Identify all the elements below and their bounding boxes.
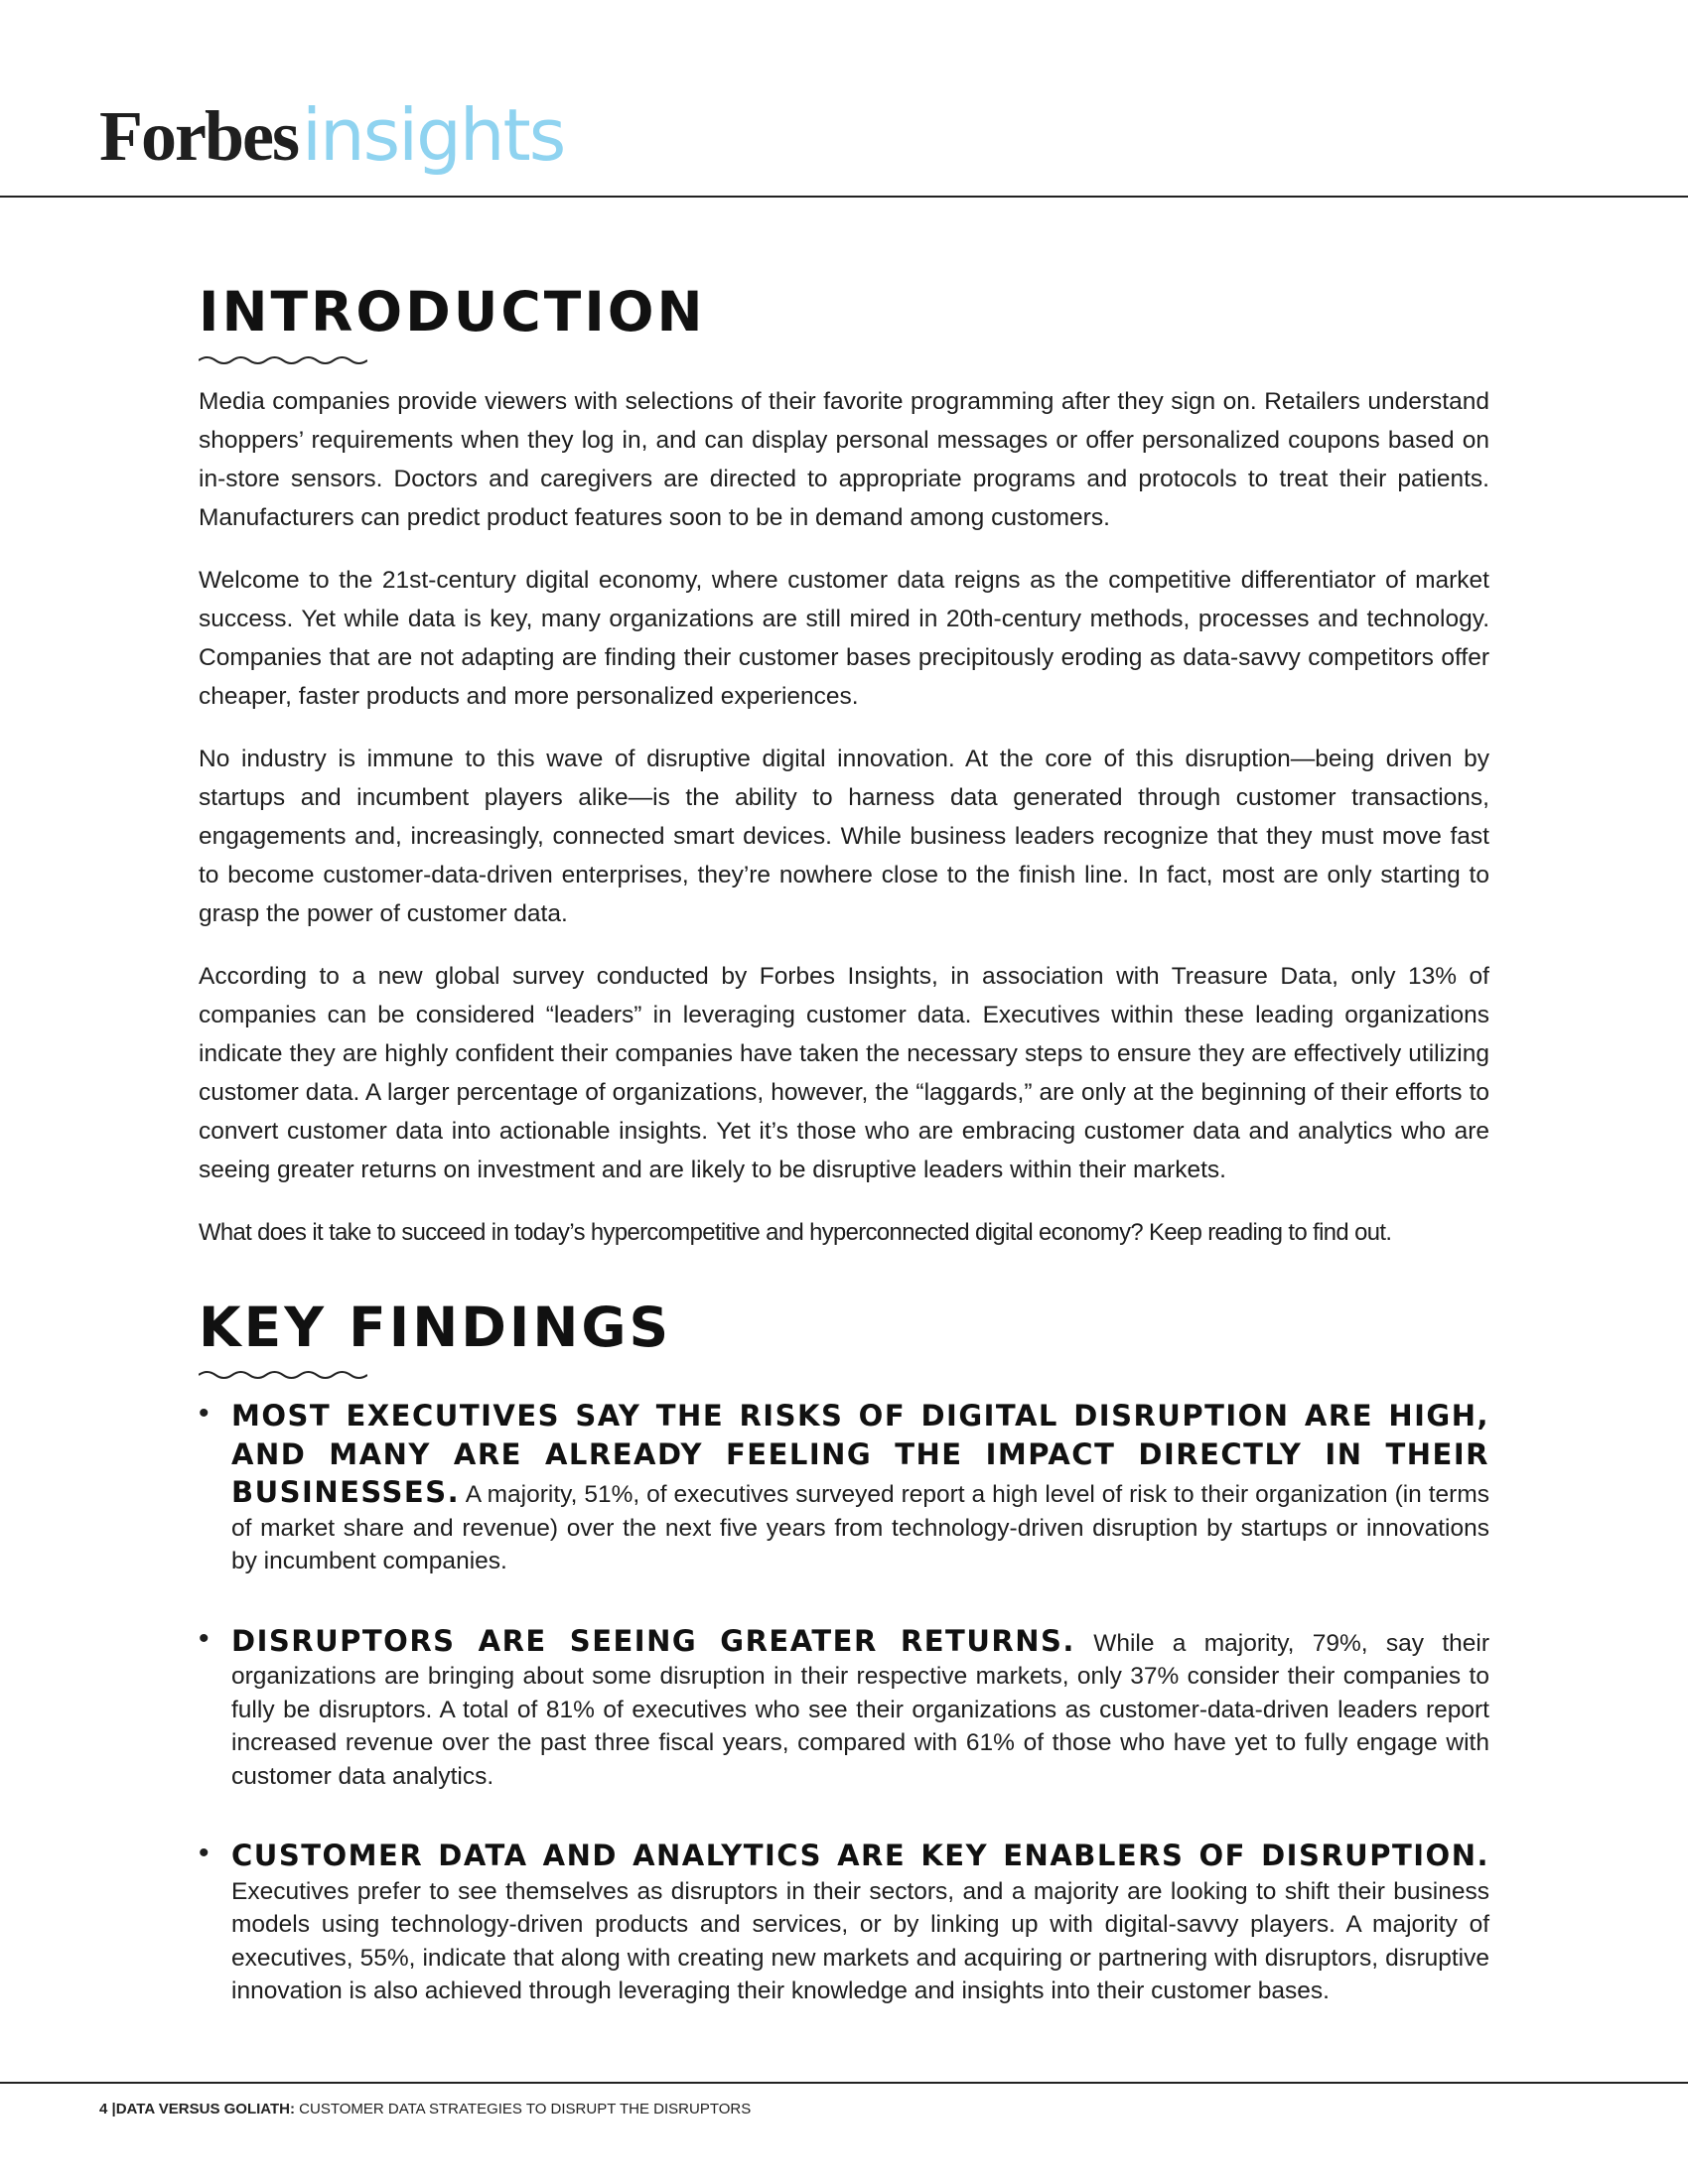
introduction-title: INTRODUCTION xyxy=(199,280,706,343)
footer-divider xyxy=(0,2082,1688,2084)
squiggle-divider-icon xyxy=(199,354,367,366)
page-footer xyxy=(99,2101,751,2117)
key-findings-list xyxy=(199,1397,1489,2008)
intro-paragraph: Welcome to the 21st-century digital economy, where customer data reigns as the competitive differentiator of market success. Yet while data is key, many organizations are still mired in 20th-century methods, processes and technology. Companies that are not adapting are finding their customer bases precipitously eroding as data-savvy competitors offer cheaper, faster products and more personalized experiences. xyxy=(199,566,1489,710)
bullet-icon: • xyxy=(199,1837,210,1869)
finding-lead: CUSTOMER DATA AND ANALYTICS ARE KEY ENABLERS OF DISRUPTION. xyxy=(231,1839,1489,1872)
finding-text: While a majority, 79%, say their organizations are bringing about some disruption in their respective markets, only 37% consider their companies to fully be disruptors. A total of 81% of executives who see their organizations as customer-data-driven leaders report increased revenue over the past three fiscal years, compared with 61% of those who have yet to fully engage with customer data analytics. xyxy=(231,1629,1490,1790)
report-title: DATA VERSUS GOLIATH: xyxy=(115,2101,295,2117)
intro-paragraph: Media companies provide viewers with selections of their favorite programming after they sign on. Retailers understand shoppers’ requirements when they log in, and can display personal messages or offer personalized coupons based on in-store sensors. Doctors and caregivers are directed to appropriate programs and protocols to treat their patients. Manufacturers can predict product features soon to be in demand among customers. xyxy=(199,387,1489,531)
intro-closing-paragraph: What does it take to succeed in today’s hypercompetitive and hyperconnected digital economy? Keep reading to find out. xyxy=(199,1218,1392,1246)
header-divider xyxy=(0,196,1688,198)
intro-paragraph: No industry is immune to this wave of disruptive digital innovation. At the core of this disruption—being driven by startups and incumbent players alike—is the ability to harness data generated through customer transactions, engagements and, increasingly, connected smart devices. While business leaders recognize that they must move fast to become customer-data-driven enterprises, they’re nowhere close to the finish line. In fact, most are only starting to grasp the power of customer data. xyxy=(199,745,1489,927)
finding-text: A majority, 51%, of executives surveyed report a high level of risk to their organization (in terms of market share and revenue) over the next five years from technology-driven disruption by startups or innovations by incumbent companies. xyxy=(231,1481,1489,1574)
page-number: 4 xyxy=(99,2101,108,2117)
squiggle-divider-icon xyxy=(199,1369,367,1381)
list-item xyxy=(199,1622,1489,1794)
finding-lead: MOST EXECUTIVES SAY THE RISKS OF DIGITAL DISRUPTION ARE HIGH, AND MANY ARE ALREADY FEELING THE IMPACT DIRECTLY IN THEIR BUSINESSES. xyxy=(231,1399,1489,1509)
finding-lead: DISRUPTORS ARE SEEING GREATER RETURNS. xyxy=(231,1623,1075,1658)
list-item xyxy=(199,1397,1489,1578)
forbes-insights-logo xyxy=(99,93,565,177)
page-content xyxy=(199,282,1489,2052)
finding-text: Executives prefer to see themselves as disruptors in their sectors, and a majority are looking to shift their business models using technology-driven products and services, or by linking up with digital-savvy players. A majority of executives, 55%, indicate that along with creating new markets and acquiring or partnering with disruptors, disruptive innovation is also achieved through leveraging their knowledge and insights into their customer bases. xyxy=(231,1877,1489,2004)
intro-paragraph: According to a new global survey conducted by Forbes Insights, in association with Treasure Data, only 13% of companies can be considered “leaders” in leveraging customer data. Executives within these leading organizations indicate they are highly confident their companies have taken the necessary steps to ensure they are effectively utilizing customer data. A larger percentage of organizations, however, the “laggards,” are only at the beginning of their efforts to convert customer data into actionable insights. Yet it’s those who are embracing customer data and analytics who are seeing greater returns on investment and are likely to be disruptive leaders within their markets. xyxy=(199,962,1489,1183)
list-item xyxy=(199,1837,1489,2008)
logo-insights: insights xyxy=(301,93,565,177)
key-findings-title: KEY FINDINGS xyxy=(199,1295,672,1359)
footer-separator: | xyxy=(111,2101,116,2117)
report-subtitle: CUSTOMER DATA STRATEGIES TO DISRUPT THE DISRUPTORS xyxy=(299,2101,752,2117)
bullet-icon: • xyxy=(199,1621,210,1655)
logo-forbes: Forbes xyxy=(99,96,298,176)
bullet-icon: • xyxy=(199,1397,210,1430)
